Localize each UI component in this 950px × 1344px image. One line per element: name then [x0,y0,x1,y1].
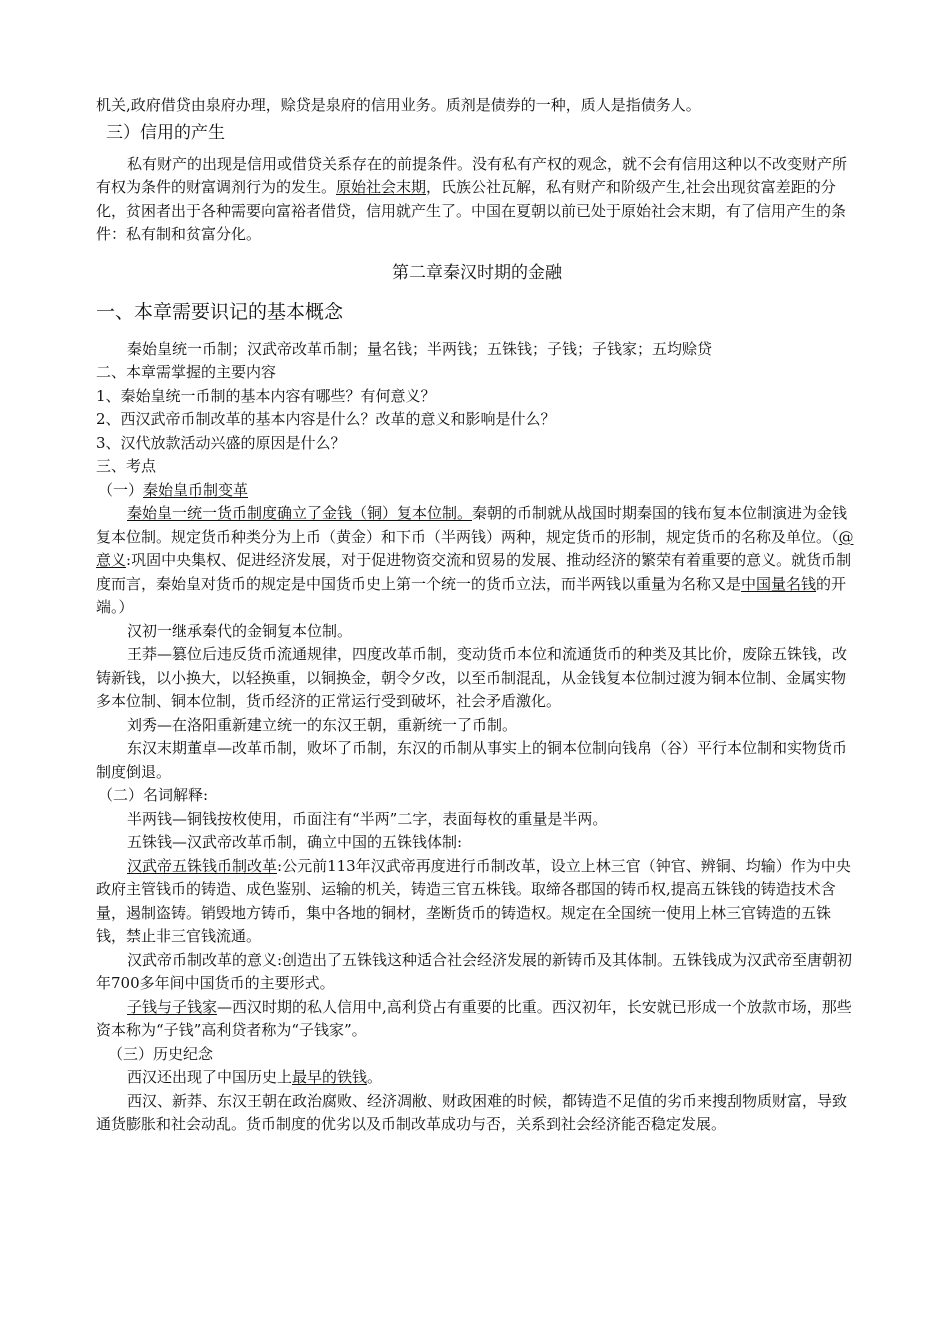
heading-main-content: 二、本章需掌握的主要内容 [96,363,277,381]
paragraph-debasement: 西汉、新莽、东汉王朝在政治腐败、经济凋敝、财政困难的时候，都铸造不足值的劣币来搜刮物质财富，导致通货膨胀和社会动乱。货币制度的优劣以及币制改革成功与否，关系到社会经济能否稳定发展。 [96,1091,848,1133]
paragraph-liu-xiu: 刘秀—在洛阳重新建立统一的东汉王朝，重新统一了币制。 [127,715,518,734]
heading-exam-points: 三、考点 [96,457,157,475]
paragraph-iron-coin: 西汉还出现了中国历史上最早的铁钱。 [127,1068,383,1086]
term-wuzhu: 五铢钱—汉武帝改革币制，确立中国的五铢钱体制: [127,833,463,851]
chapter-title: 第二章秦汉时期的金融 [392,262,562,283]
subheading-terms: （二）名词解释: [98,786,209,804]
document-page [96,94,858,1137]
underlined-term: 原始社会末期 [336,178,427,196]
term-ziqian: 子钱与子钱家—西汉时期的私人信用中,高利贷占有重要的比重。西汉初年，长安就已形成一个放款市场，那些资本称为“子钱”高利贷者称为“子钱家”。 [96,997,852,1039]
concepts-list: 秦始皇统一币制；汉武帝改革币制；量名钱；半两钱；五铢钱；子钱；子钱家；五均赊贷 [127,339,713,358]
heading-basic-concepts: 一、本章需要识记的基本概念 [96,300,344,323]
subheading-history: （三）历史纪念 [108,1044,214,1063]
paragraph-qin-unification: 秦始皇一统一货币制度确立了金钱（铜）复本位制。秦朝的币制就从战国时期秦国的钱布复本位制演进为金钱复本位制。规定货币种类分为上币（黄金）和下币（半两钱）两种，规定货币的形制，规定货币的名称及单位。（@意义:巩固中央集权、促进经济发展，对于促进物资交流和贸易的发展、推动经济的繁荣有着重要的意义。就货币制度而言，秦始皇对货币的规定是中国货币史上第一个统一的货币立法，而半两钱以重量为名称又是中国量名钱的开端。） [96,504,854,616]
term-reform-significance: 汉武帝币制改革的意义:创造出了五铢钱这种适合社会经济发展的新铸币及其体制。五铢钱成为汉武帝至唐朝初年700多年间中国货币的主要形式。 [96,950,853,992]
carryover-paragraph: 机关,政府借贷由泉府办理，赊贷是泉府的信用业务。质剂是债券的一种，质人是指债务人。 [96,96,701,114]
term-banliang: 半两钱—铜钱按枚使用，币面注有“半两”二字，表面每枚的重量是半两。 [127,809,608,828]
paragraph-early-han: 汉初一继承秦代的金铜复本位制。 [127,621,353,640]
term-wudi-reform: 汉武帝五铢钱币制改革:公元前113年汉武帝再度进行币制改革，设立上林三官（钟官、辨铜、均输）作为中央政府主管钱币的铸造、成色鉴别、运输的机关，铸造三官五株钱。取缔各郡国的铸币权,提高五铢钱的铸造技术含量，遏制盗铸。销毁地方铸币，集中各地的铜材，垄断货币的铸造权。规定在全国统一使用上林三官铸造的五铢钱，禁止非三官钱流通。 [96,856,851,945]
question-3: 3、汉代放款活动兴盛的原因是什么？ [96,433,346,452]
section-heading-credit-origin: 三）信用的产生 [106,122,225,143]
paragraph-wang-mang: 王莽—篡位后违反货币流通规律，四度改革币制，变动货币本位和流通货币的种类及其比价，废除五铢钱，改铸新钱，以小换大，以轻换重，以铜换金，朝令夕改，以至币制混乱，从金钱复本位制过渡为铜本位制、金属实物多本位制、铜本位制，货币经济的正常运行受到破坏，社会矛盾激化。 [96,645,848,710]
subheading-qin-reform: （一）秦始皇币制变革 [98,480,249,499]
question-2: 2、西汉武帝币制改革的基本内容是什么？改革的意义和影响是什么？ [96,410,556,428]
paragraph-credit-origin: 私有财产的出现是信用或借贷关系存在的前提条件。没有私有产权的观念，就不会有信用这种以不改变财产所有权为条件的财富调剂行为的发生。原始社会末期，氏族公社瓦解，私有财产和阶级产生,社会出现贫富差距的分化，贫困者出于各种需要向富裕者借贷，信用就产生了。中国在夏朝以前已处于原始社会末期，有了信用产生的条件：私有制和贫富分化。 [96,154,848,243]
question-1: 1、秦始皇统一币制的基本内容有哪些？有何意义？ [96,386,436,405]
paragraph-dong-zhuo: 东汉末期董卓—改革币制，败坏了币制，东汉的币制从事实上的铜本位制向钱帛（谷）平行本位制和实物货币制度倒退。 [96,739,848,781]
